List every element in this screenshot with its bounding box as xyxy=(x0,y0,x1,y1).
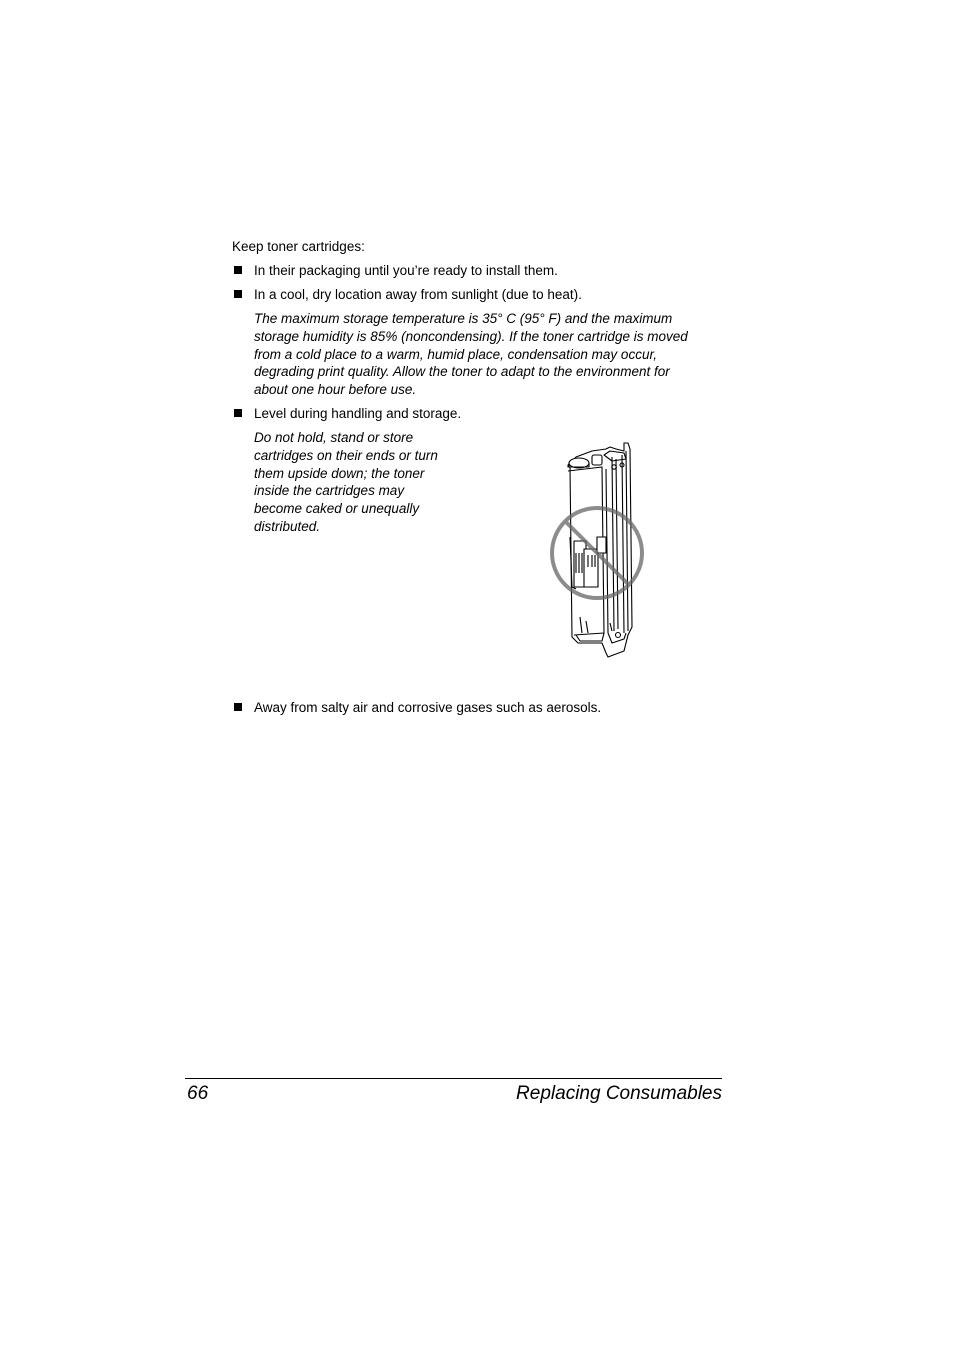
section-title: Replacing Consumables xyxy=(516,1083,722,1104)
prohibited-upright-cartridge-icon xyxy=(540,437,652,663)
intro-text: Keep toner cartridges: xyxy=(232,239,365,254)
bullet-packaging: In their packaging until you’re ready to install them. xyxy=(254,263,558,278)
bullet-marker xyxy=(234,409,242,417)
footer-rule xyxy=(185,1078,722,1079)
page-number: 66 xyxy=(187,1083,209,1104)
note-line: inside the cartridges may xyxy=(254,483,405,499)
bullet-marker xyxy=(234,266,242,274)
note-line: become caked or unequally xyxy=(254,501,420,517)
note-line: cartridges on their ends or turn xyxy=(254,447,438,463)
note-line: degrading print quality. Allow the toner to adapt to the environment for xyxy=(254,364,670,380)
note-line: them upside down; the toner xyxy=(254,465,425,481)
storage-conditions-note xyxy=(254,310,688,399)
bullet-salty-air: Away from salty air and corrosive gases such as aerosols. xyxy=(254,700,602,715)
note-line: distributed. xyxy=(254,518,321,534)
note-line: The maximum storage temperature is 35° C (95° F) and the maximum xyxy=(254,311,673,326)
note-line: storage humidity is 85% (noncondensing). If the toner cartridge is moved xyxy=(254,328,688,344)
bullet-level: Level during handling and storage. xyxy=(254,406,462,421)
note-line: from a cold place to a warm, humid place, condensation may occur, xyxy=(254,346,657,362)
bullet-cool-dry: In a cool, dry location away from sunlight (due to heat). xyxy=(254,287,582,302)
handling-note xyxy=(254,429,438,536)
bullet-marker xyxy=(234,290,242,298)
bullet-marker xyxy=(234,703,242,711)
note-line: about one hour before use. xyxy=(254,382,417,398)
note-line: Do not hold, stand or store xyxy=(254,430,414,445)
